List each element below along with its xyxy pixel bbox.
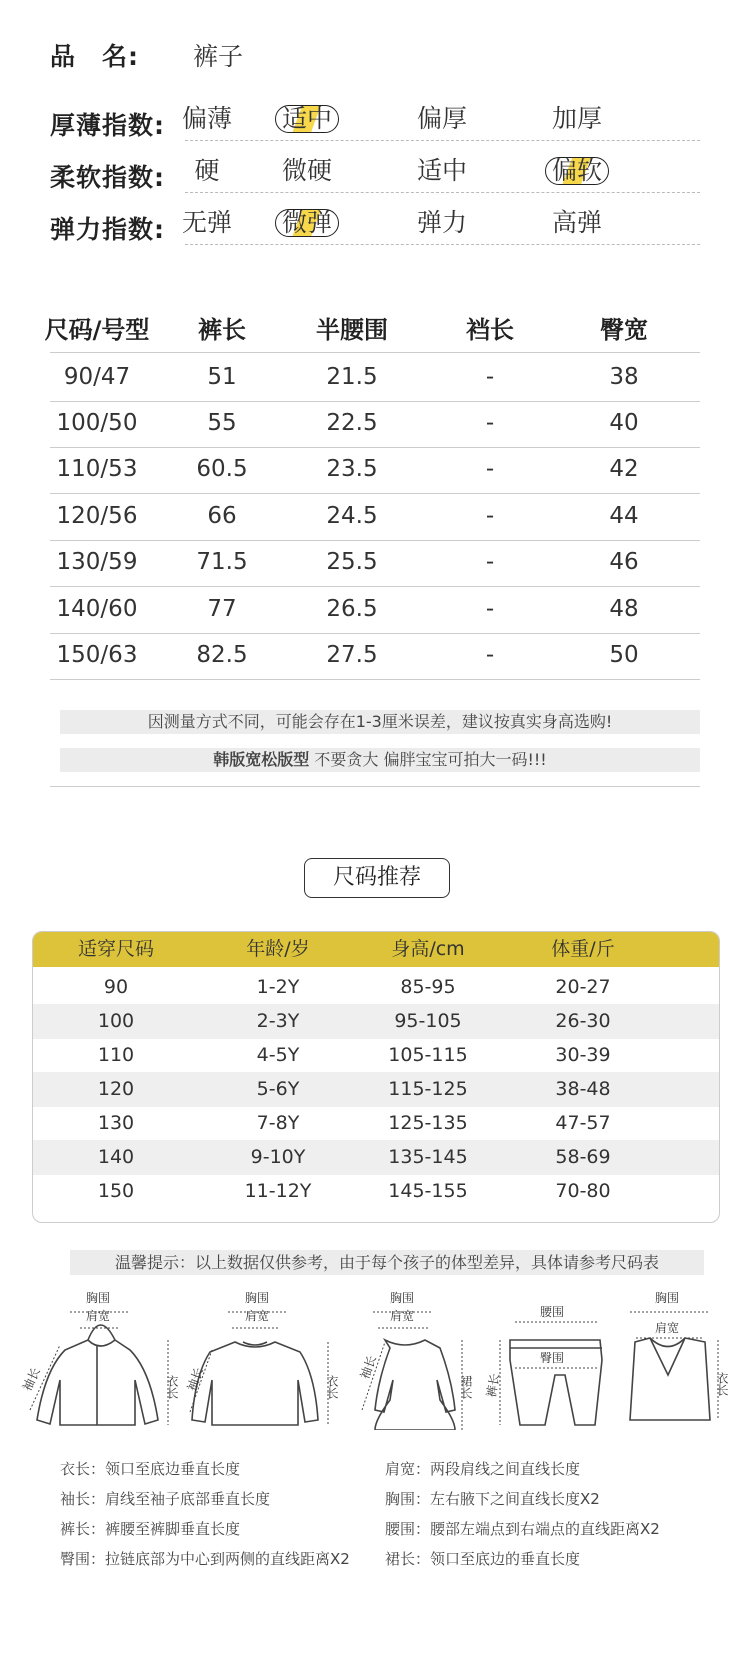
- index-option: [392, 100, 492, 138]
- index-option-text: 适中: [275, 105, 339, 133]
- definition-item: [60, 1458, 240, 1479]
- size-table-cell: 25.5: [326, 549, 378, 575]
- definition-item: [385, 1488, 600, 1509]
- hoodie-shoulder-label: 肩宽: [86, 1309, 111, 1323]
- size-table-cell: 51: [207, 364, 237, 390]
- size-table-cell: 100/50: [56, 409, 138, 436]
- size-table-cell: 71.5: [196, 549, 248, 575]
- size-table-cell: 42: [609, 456, 639, 482]
- index-option-text: 微弹: [275, 209, 339, 237]
- hoodie-coat-label: 衣长: [165, 1375, 179, 1399]
- recommend-row: [33, 1072, 719, 1107]
- size-table-row: [50, 445, 700, 494]
- size-table-cell: 55: [207, 409, 237, 436]
- index-option-text: 适中: [416, 156, 467, 185]
- index-option: [157, 100, 257, 138]
- vest-diagram: [630, 1338, 710, 1420]
- recommend-cell: 125-135: [388, 1112, 468, 1134]
- index-option-text: 偏厚: [416, 104, 467, 133]
- index-row-0: [181, 100, 700, 141]
- size-table-header: 裆长: [466, 316, 514, 344]
- product-name-label: 品 名:: [50, 42, 139, 71]
- definition-item: [385, 1458, 580, 1479]
- recommend-cell: 5-6Y: [256, 1078, 300, 1100]
- recommend-header-cell: 适穿尺码: [77, 938, 154, 960]
- recommend-cell: 1-2Y: [256, 976, 300, 998]
- size-table-cell: 66: [207, 502, 237, 529]
- size-table-cell: -: [485, 409, 495, 436]
- index-option: [392, 204, 492, 242]
- size-table-row: [50, 492, 700, 541]
- size-table-row: [50, 538, 700, 587]
- definition-term: 裙长：: [385, 1550, 431, 1568]
- recommend-row: [33, 1004, 719, 1039]
- recommend-cell: 90: [103, 976, 129, 998]
- sweat-sleeve-label: 袖长: [184, 1365, 207, 1394]
- recommend-table: [32, 931, 720, 1223]
- sweat-shoulder-label: 肩宽: [245, 1309, 270, 1323]
- index-label-0: 厚薄指数:: [50, 111, 165, 140]
- recommend-row: [33, 1106, 719, 1141]
- hoodie-diagram: [37, 1325, 158, 1425]
- index-option: [257, 152, 357, 190]
- definition-desc: 领口至底边垂直长度: [105, 1460, 241, 1478]
- index-option-text: 弹力: [416, 208, 467, 237]
- index-option-selected: [257, 204, 357, 242]
- size-table-header: 尺码/号型: [44, 316, 150, 344]
- index-row-1: [185, 152, 700, 193]
- size-table-cell: 38: [609, 364, 639, 390]
- recommend-header-cell: 体重/斤: [551, 938, 615, 960]
- definition-term: 衣长：: [60, 1460, 106, 1478]
- index-option: [392, 152, 492, 190]
- definition-item: [60, 1488, 270, 1509]
- vest-coat-label: 衣长: [715, 1372, 729, 1396]
- size-table-header: 裤长: [198, 316, 246, 344]
- size-table-cell: 82.5: [196, 642, 248, 668]
- hoodie-chest-label: 胸围: [86, 1291, 111, 1305]
- size-table-cell: 23.5: [326, 456, 378, 482]
- recommend-cell: 9-10Y: [250, 1146, 306, 1168]
- recommend-header-cell: 身高/cm: [391, 938, 465, 960]
- index-option-text: 微硬: [281, 156, 332, 185]
- recommend-cell: 11-12Y: [244, 1180, 312, 1202]
- size-table-cell: 50: [609, 642, 639, 668]
- size-table-cell: 27.5: [326, 642, 378, 668]
- size-table-cell: 21.5: [326, 364, 378, 390]
- size-table-row: [50, 585, 700, 634]
- index-option-selected: [527, 152, 627, 190]
- size-table-cell: 26.5: [326, 595, 378, 622]
- size-table-cell: 22.5: [326, 409, 378, 436]
- index-option: [157, 204, 257, 242]
- recommend-cell: 135-145: [388, 1146, 468, 1168]
- size-table-row: [50, 399, 700, 448]
- index-option-text: 高弹: [551, 208, 602, 237]
- recommend-cell: 4-5Y: [256, 1044, 300, 1066]
- size-table-cell: -: [485, 549, 495, 575]
- definition-desc: 两段肩线之间直线长度: [430, 1460, 581, 1478]
- index-option-text: 硬: [194, 156, 220, 185]
- index-option: [157, 152, 257, 190]
- recommend-title: 尺码推荐: [304, 858, 450, 898]
- tip-note: 温馨提示：以上数据仅供参考，由于每个孩子的体型差异，具体请参考尺码表: [70, 1250, 704, 1275]
- fit-note-text: 不要贪大 偏胖宝宝可拍大一码!!!: [309, 750, 547, 769]
- definition-term: 裤长：: [60, 1520, 106, 1538]
- index-row-2: [181, 204, 700, 245]
- hoodie-sleeve-label: 袖长: [20, 1365, 43, 1394]
- recommend-header-cell: 年龄/岁: [246, 938, 310, 960]
- index-option-text: 偏软: [545, 157, 609, 185]
- recommend-cell: 145-155: [388, 1180, 468, 1202]
- recommend-row: [33, 1038, 719, 1073]
- index-option: [527, 204, 627, 242]
- recommend-row: [33, 1140, 719, 1175]
- notes-divider: [50, 786, 700, 787]
- size-table-cell: 40: [609, 409, 639, 436]
- size-table-cell: 90/47: [63, 364, 131, 390]
- recommend-row: [33, 970, 719, 1005]
- recommend-cell: 115-125: [388, 1078, 468, 1100]
- size-table-cell: 24.5: [326, 502, 378, 529]
- size-table-cell: 44: [609, 502, 639, 529]
- recommend-cell: 30-39: [555, 1044, 611, 1066]
- definition-term: 肩宽：: [385, 1460, 431, 1478]
- definition-term: 袖长：: [60, 1490, 106, 1508]
- size-table-cell: -: [485, 502, 495, 529]
- recommend-cell: 120: [97, 1078, 135, 1100]
- vest-shoulder-label: 肩宽: [655, 1321, 680, 1335]
- recommend-cell: 26-30: [555, 1010, 611, 1032]
- recommend-cell: 110: [97, 1044, 135, 1066]
- pants-length-label: 裤长: [484, 1372, 503, 1399]
- size-table-cell: 60.5: [196, 456, 248, 482]
- definition-desc: 肩线至袖子底部垂直长度: [105, 1490, 271, 1508]
- pants-waist-label: 腰围: [540, 1305, 565, 1319]
- recommend-cell: 20-27: [555, 976, 611, 998]
- recommend-cell: 150: [97, 1180, 135, 1202]
- size-table-cell: 140/60: [56, 595, 138, 622]
- index-option-text: 无弹: [181, 208, 232, 237]
- definition-item: [385, 1518, 660, 1539]
- definition-desc: 左右腋下之间直线长度X2: [430, 1490, 600, 1508]
- dress-sleeve-label: 袖长: [357, 1353, 380, 1382]
- size-table-cell: -: [485, 364, 495, 390]
- vest-chest-label: 胸围: [655, 1291, 680, 1305]
- dress-shoulder-label: 肩宽: [390, 1309, 415, 1323]
- dress-diagram: [375, 1340, 455, 1430]
- recommend-cell: 7-8Y: [256, 1112, 300, 1134]
- index-option-text: 加厚: [551, 104, 602, 133]
- recommend-header: [33, 932, 719, 967]
- fit-note: [60, 748, 700, 772]
- measure-note: 因测量方式不同，可能会存在1-3厘米误差，建议按真实身高选购!: [60, 710, 700, 734]
- definition-term: 胸围：: [385, 1490, 431, 1508]
- product-name-value: 裤子: [193, 42, 244, 71]
- definition-term: 腰围：: [385, 1520, 431, 1538]
- fit-note-bold: 韩版宽松版型: [213, 750, 310, 769]
- recommend-cell: 140: [97, 1146, 135, 1168]
- sweat-coat-label: 衣长: [325, 1375, 339, 1399]
- recommend-row: [33, 1174, 719, 1209]
- recommend-cell: 105-115: [388, 1044, 468, 1066]
- size-table-cell: 77: [207, 595, 237, 622]
- recommend-cell: 130: [97, 1112, 135, 1134]
- definition-desc: 腰部左端点到右端点的直线距离X2: [430, 1520, 660, 1538]
- dress-chest-label: 胸围: [390, 1291, 415, 1305]
- size-table-cell: -: [485, 595, 495, 622]
- recommend-cell: 38-48: [555, 1078, 611, 1100]
- dress-skirt-label: 裙长: [459, 1375, 473, 1399]
- size-table-header: 臀宽: [600, 316, 648, 344]
- pants-hip-label: 臀围: [540, 1351, 565, 1365]
- size-table-header: 半腰围: [316, 316, 388, 344]
- index-label-2: 弹力指数:: [50, 215, 165, 244]
- size-table-cell: 48: [609, 595, 639, 622]
- recommend-cell: 2-3Y: [256, 1010, 300, 1032]
- size-table-row: [50, 352, 700, 402]
- recommend-cell: 85-95: [400, 976, 456, 998]
- size-table-cell: 150/63: [56, 642, 138, 668]
- garment-diagrams: [0, 1280, 750, 1430]
- index-option-text: 偏薄: [181, 104, 232, 133]
- definition-item: [60, 1548, 350, 1569]
- size-table-row: [50, 631, 700, 680]
- size-table-cell: 130/59: [56, 549, 138, 575]
- size-table-cell: 110/53: [56, 456, 138, 482]
- size-table-cell: 120/56: [56, 502, 138, 529]
- size-table-cell: -: [485, 456, 495, 482]
- definition-item: [60, 1518, 240, 1539]
- definition-desc: 领口至底边的垂直长度: [430, 1550, 581, 1568]
- recommend-cell: 70-80: [555, 1180, 611, 1202]
- size-table-cell: 46: [609, 549, 639, 575]
- definition-item: [385, 1548, 580, 1569]
- index-label-1: 柔软指数:: [50, 163, 165, 192]
- recommend-cell: 95-105: [394, 1010, 462, 1032]
- recommend-cell: 58-69: [555, 1146, 611, 1168]
- index-option: [527, 100, 627, 138]
- recommend-cell: 47-57: [555, 1112, 611, 1134]
- definition-desc: 拉链底部为中心到两侧的直线距离X2: [105, 1550, 350, 1568]
- size-table-cell: -: [485, 642, 495, 668]
- recommend-cell: 100: [97, 1010, 135, 1032]
- index-option-selected: [257, 100, 357, 138]
- sweat-chest-label: 胸围: [245, 1291, 270, 1305]
- definition-term: 臀围：: [60, 1550, 106, 1568]
- definition-desc: 裤腰至裤脚垂直长度: [105, 1520, 241, 1538]
